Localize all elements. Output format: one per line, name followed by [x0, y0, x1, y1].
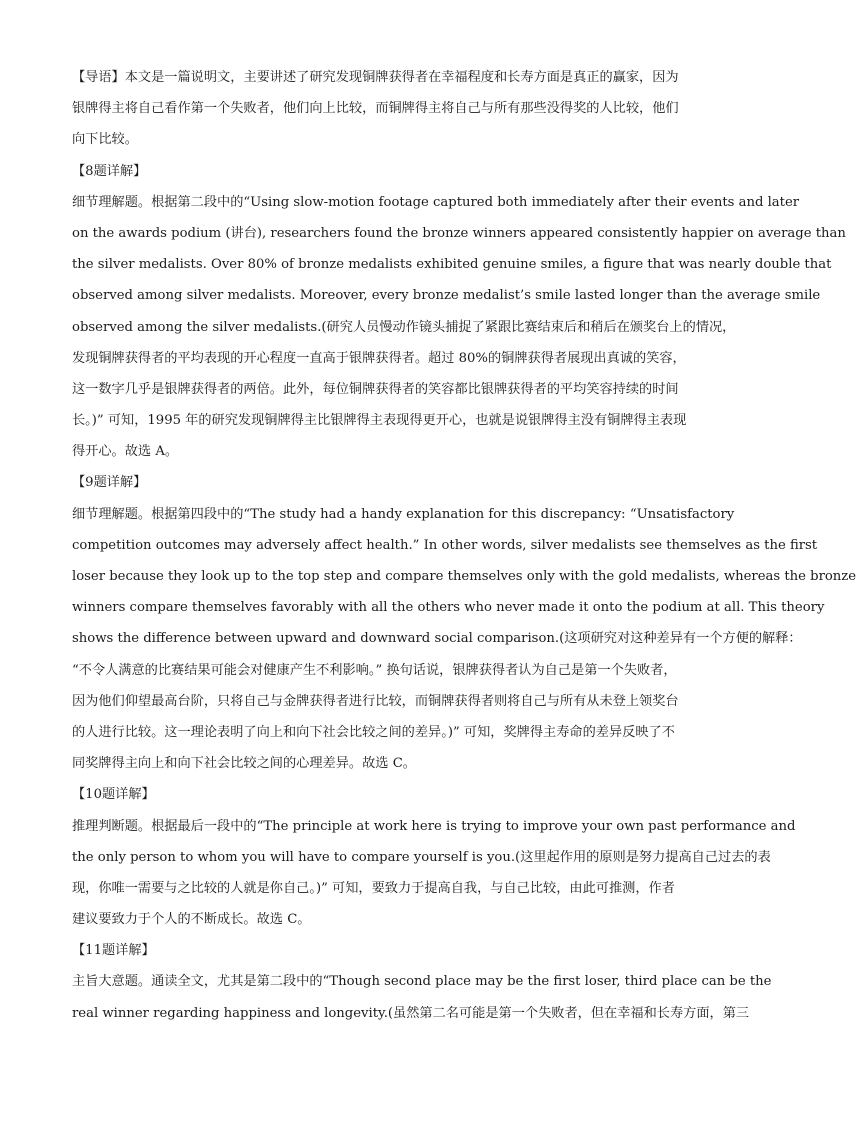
q10-line: the only person to whom you will have to compare yourself is you.(这里起作用的原则是努力提高自己过去的表 — [72, 849, 771, 865]
q8-line: 细节理解题。根据第二段中的“Using slow-motion footage captured both immediately after their events and later — [72, 194, 800, 210]
q9-line: 同奖牌得主向上和向下社会比较之间的心理差异。故选 C。 — [72, 756, 416, 772]
q9-line: shows the difference between upward and downward social comparison.(这项研究对这种差异有一个方便的解释： — [72, 631, 802, 647]
q9-line: 的人进行比较。这一理论表明了向上和向下社会比较之间的差异。)” 可知，奖牌得主寿命的差异反映了不 — [72, 724, 675, 740]
q8-line: 长。)” 可知，1995 年的研究发现铜牌得主比银牌得主表现得更开心，也就是说银牌得主没有铜牌得主表现 — [72, 413, 687, 429]
q8-heading: 【8题详解】 — [72, 163, 147, 179]
q8-line: 这一数字几乎是银牌获得者的两倍。此外，每位铜牌获得者的笑容都比银牌获得者的平均笑容持续的时间 — [72, 381, 679, 397]
q8-line: 发现铜牌获得者的平均表现的开心程度一直高于银牌获得者。超过 80%的铜牌获得者展现出真诚的笑容， — [72, 350, 686, 366]
q9-line: competition outcomes may adversely affect health.” In other words, silver medalists see themselves as the first — [72, 537, 818, 553]
q11-section — [72, 935, 772, 1029]
q9-section — [72, 467, 856, 779]
q10-line: 推理判断题。根据最后一段中的“The principle at work here is trying to improve your own past performance and — [72, 818, 796, 834]
q9-line: loser because they look up to the top step and compare themselves only with the gold medalists, whereas the bronze — [72, 569, 856, 584]
q11-heading: 【11题详解】 — [72, 943, 155, 959]
intro-line: 向下比较。 — [72, 132, 138, 148]
q8-section — [72, 156, 846, 468]
q11-line: real winner regarding happiness and longevity.(虽然第二名可能是第一个失败者，但在幸福和长寿方面，第三 — [72, 1005, 750, 1021]
q8-line: the silver medalists. Over 80% of bronze medalists exhibited genuine smiles, a figure that was nearly double that — [72, 257, 832, 273]
intro-section — [72, 62, 724, 156]
q9-line: 细节理解题。根据第四段中的“The study had a handy explanation for this discrepancy: “Unsatisfactory — [72, 506, 735, 522]
q10-heading: 【10题详解】 — [72, 787, 155, 803]
q8-line: 得开心。故选 A。 — [72, 444, 179, 460]
document-page — [72, 62, 856, 1029]
intro-line: 【导语】本文是一篇说明文，主要讲述了研究发现铜牌获得者在幸福程度和长寿方面是真正的赢家，因为 — [72, 70, 679, 85]
q8-line: observed among silver medalists. Moreover, every bronze medalist’s smile lasted longer than the average smile — [72, 288, 821, 304]
q8-line: on the awards podium (讲台), researchers found the bronze winners appeared consistently happier on average than — [72, 225, 846, 241]
q10-line: 建议要致力于个人的不断成长。故选 C。 — [72, 912, 311, 928]
q9-line: winners compare themselves favorably with all the others who never made it onto the podium at all. This theory — [72, 600, 825, 616]
q9-heading: 【9题详解】 — [72, 475, 147, 491]
q9-line: 因为他们仰望最高台阶，只将自己与金牌获得者进行比较，而铜牌获得者则将自己与所有从未登上领奖台 — [72, 693, 679, 709]
q8-line: observed among the silver medalists.(研究人员慢动作镜头捕捉了紧跟比赛结束后和稍后在颁奖台上的情况， — [72, 319, 736, 335]
q11-line: 主旨大意题。通读全文，尤其是第二段中的“Though second place may be the first loser, third place can be the — [72, 974, 772, 990]
intro-line: 银牌得主将自己看作第一个失败者，他们向上比较，而铜牌得主将自己与所有那些没得奖的人比较，他们 — [72, 101, 679, 117]
q10-section — [72, 779, 796, 935]
q9-line: “不令人满意的比赛结果可能会对健康产生不利影响。” 换句话说，银牌获得者认为自己是第一个失败者， — [72, 662, 677, 678]
q10-line: 现，你唯一需要与之比较的人就是你自己。)” 可知，要致力于提高自我，与自己比较，由此可推测，作者 — [72, 880, 675, 896]
